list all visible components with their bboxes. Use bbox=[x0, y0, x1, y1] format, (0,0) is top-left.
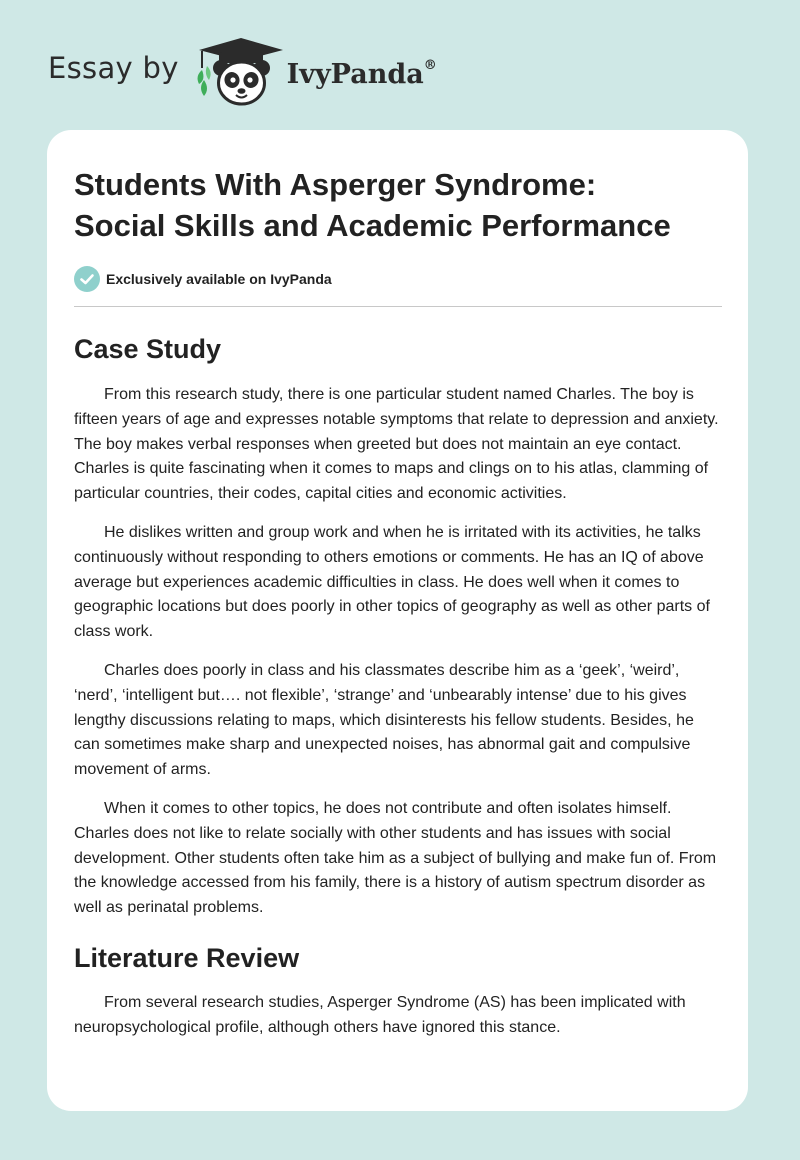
exclusive-badge bbox=[74, 266, 722, 292]
section-heading-literature-review: Literature Review bbox=[74, 942, 300, 973]
paragraph: From this research study, there is one particular student named Charles. The boy is fifteen years of age and expresses notable symptoms that relate to depression and anxiety. The boy makes verbal responses when greeted but does not maintain an eye contact. Charles is quite fascinating when it comes to maps and clings on to his atlas, clamming of particular countries, their codes, capital cities and economic activities. bbox=[74, 386, 719, 503]
checkmark-circle-icon bbox=[74, 266, 100, 292]
title-divider bbox=[74, 306, 722, 307]
panda-graduate-icon[interactable] bbox=[193, 36, 285, 108]
essay-by-label: Essay by bbox=[48, 51, 179, 85]
essay-title-line-1: Students With Asperger Syndrome: bbox=[74, 167, 597, 202]
paragraph: He dislikes written and group work and when he is irritated with its activities, he talks continuously without responding to others emotions or comments. He has an IQ of above average but experiences academic difficulties in class. He does well when it comes to geographic locations but does poorly in other topics of geography as well as other parts of class work. bbox=[74, 523, 710, 641]
essay-card bbox=[47, 130, 748, 1111]
essay-title bbox=[74, 164, 722, 246]
brand-name[interactable] bbox=[287, 59, 437, 90]
essay-title-line-2: Social Skills and Academic Performance bbox=[74, 208, 671, 243]
brand-label: IvyPanda bbox=[286, 58, 424, 90]
paragraph: Charles does poorly in class and his classmates describe him as a ‘geek’, ‘weird’, ‘nerd’, ‘intelligent but…. not flexible’, ‘strange’ and ‘unbearably intense’ due to his gives lengthy discussions relating to maps, which disinterests his fellow students. Besides, he can sometimes make sharp and unexpected noises, has abnormal gait and compulsive movement of arms. bbox=[74, 661, 694, 779]
paragraph: From several research studies, Asperger Syndrome (AS) has been implicated with neuropsychological profile, although others have ignored this stance. bbox=[74, 993, 686, 1036]
registered-mark: ® bbox=[423, 57, 437, 73]
paragraph: When it comes to other topics, he does not contribute and often isolates himself. Charles does not like to relate socially with other students and has issues with social development. Other students often take him as a subject of bullying and make fun of. From the knowledge accessed from his family, there is a history of autism spectrum disorder as well as perinatal problems. bbox=[74, 799, 717, 917]
exclusive-badge-label: Exclusively available on IvyPanda bbox=[106, 271, 332, 287]
section-heading-case-study: Case Study bbox=[74, 334, 222, 364]
site-header bbox=[48, 36, 437, 108]
